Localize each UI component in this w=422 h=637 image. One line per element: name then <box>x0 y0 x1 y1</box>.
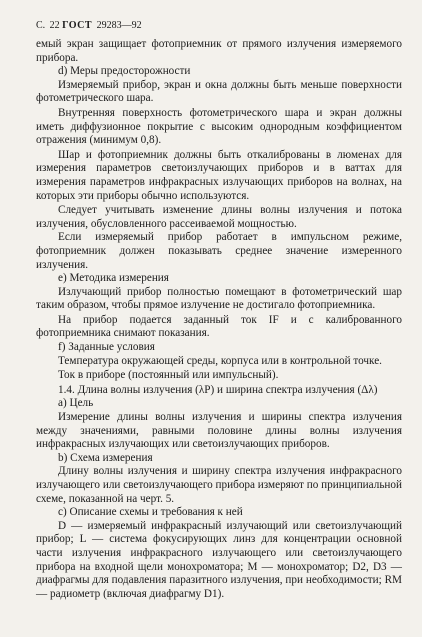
section-heading: d) Меры предосторожности <box>58 65 191 78</box>
paragraph: На прибор подается заданный ток IF и с калиброванного фотоприемника снимают показания. <box>36 313 402 340</box>
section-heading: е) Методика измерения <box>58 272 169 285</box>
page-header <box>36 20 402 32</box>
paragraph: Длину волны излучения и ширину спектра излучения инфракрасного излучающего или светоизлучающего прибора измеряют по принципиальной схеме, показанной на черт. 5. <box>36 465 402 505</box>
paragraph: Следует учитывать изменение длины волны излучения и потока излучения, обусловленного рассеиваемой мощностью. <box>36 204 402 230</box>
paragraph: Температура окружающей среды, корпуса или в контрольной точке. <box>58 354 382 367</box>
paragraph: емый экран защищает фотоприемник от прямого излучения измеряемого прибора. <box>36 38 402 64</box>
paragraph: Измерение длины волны излучения и ширины спектра излучения между значениями, равными половине длины волны излучения инфракрасных излучающих или светоизлучающих приборов. <box>36 411 402 451</box>
paragraph: Внутренняя поверхность фотометрического шара и экран должны иметь диффузионное покрытие с высоким однородным коэффициентом отражения (минимум 0,8). <box>36 106 402 147</box>
section-title: 1.4. Длина волны излучения (λP) и ширина спектра излучения (Δλ) <box>58 383 378 396</box>
page-letter: С. <box>36 20 46 31</box>
paragraph: Если измеряемый прибор работает в импульсном режиме, фотоприемник должен показывать среднее значение измеренного излучения. <box>36 231 402 271</box>
paragraph: D — измеряемый инфракрасный излучающий или светоизлучающий прибор; L — система фокусирующих линз для концентрации основной части излучения инфракрасного излучающего или светоизлучающего прибора на входной щели монохроматора; M — монохроматор; D2, D3 — диафрагмы для подавления паразитного излучения, при необходимости; RM — радиометр (включая диафрагму D1). <box>36 519 402 600</box>
paragraph: Шар и фотоприемник должны быть откалиброваны в люменах для измерения параметров светоизлучающих приборов и в ваттах для измерения параметров инфракрасных излучающих приборов на волнах, на которых эти приборы обычно используются. <box>36 148 402 202</box>
paragraph: Ток в приборе (постоянный или импульсный). <box>58 369 279 382</box>
document-body <box>36 38 402 601</box>
standard-label: ГОСТ <box>62 20 93 31</box>
section-heading: b) Схема измерения <box>58 451 153 464</box>
doc-number: 29283—92 <box>96 20 142 31</box>
section-heading: f) Заданные условия <box>58 341 155 354</box>
section-heading: а) Цель <box>58 397 94 410</box>
paragraph: Измеряемый прибор, экран и окна должны быть меньше поверхности фотометрического шара. <box>36 78 402 105</box>
section-heading: с) Описание схемы и требования к ней <box>58 506 243 519</box>
page-number: 22 <box>49 20 60 31</box>
paragraph: Излучающий прибор полностью помещают в фотометрический шар таким образом, чтобы прямое излучение не достигало фотоприемника. <box>36 285 402 312</box>
